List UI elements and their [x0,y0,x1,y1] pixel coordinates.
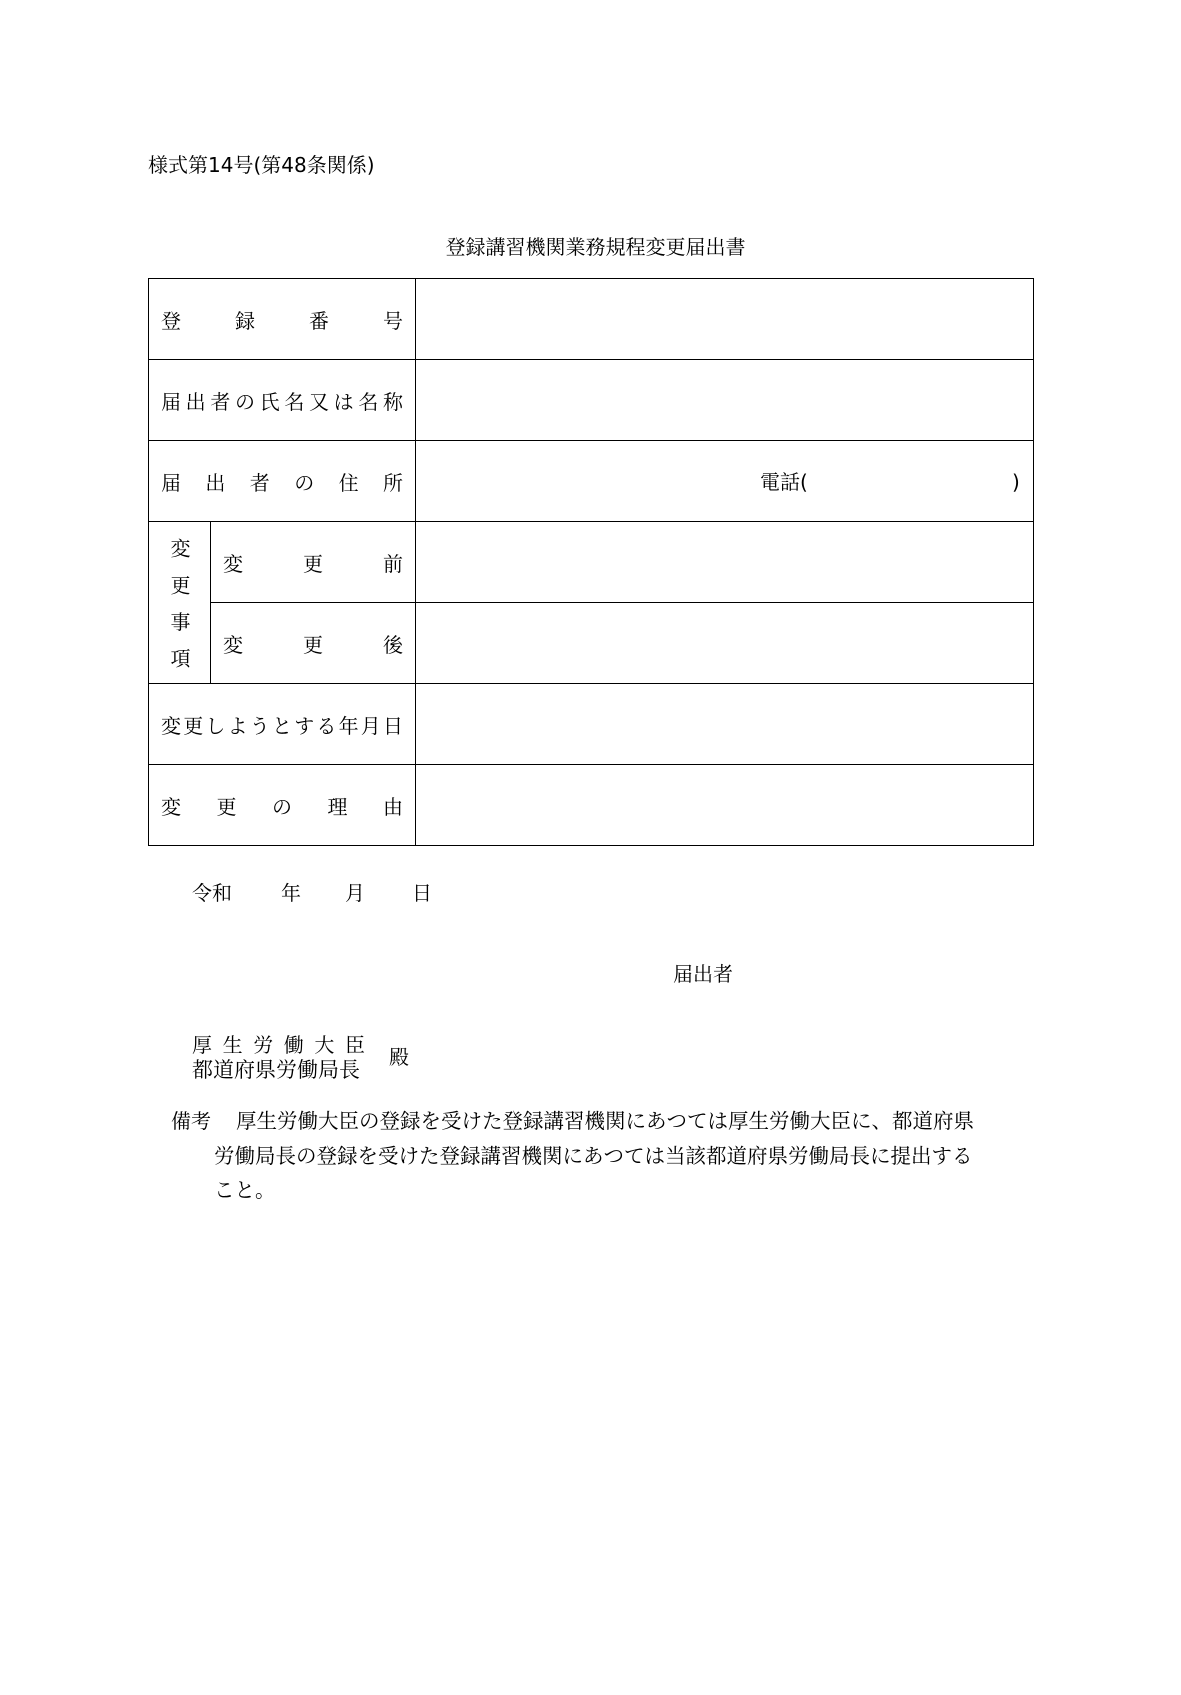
field-registration-number[interactable] [416,279,1034,360]
note-line3: こと。 [214,1178,276,1202]
label-registration-number: 登録番号 [161,308,403,333]
label-notifier-address-cell [149,441,416,522]
field-after[interactable] [416,603,1034,684]
addressee-line1: 厚生労働大臣 [192,1033,365,1057]
addressee-honorific: 殿 [389,1045,409,1069]
date-month: 月 [345,881,365,905]
notifier-label: 届出者 [673,962,733,986]
phone-close: ) [1012,470,1020,494]
label-change-date: 変更しようとする年月日 [161,713,403,738]
row-reason [149,765,1034,846]
label-notifier-address: 届出者の住所 [161,470,403,495]
label-change-items: 変更事項 [167,537,191,668]
row-change-date [149,684,1034,765]
label-notifier-name-cell [149,360,416,441]
field-notifier-address[interactable] [416,441,1034,522]
label-after-cell [211,603,416,684]
row-change-before [149,522,1034,603]
label-reason: 変更の理由 [161,794,403,819]
note-label: 備考 [171,1109,211,1133]
phone-label: 電話( [760,470,808,494]
label-before-cell [211,522,416,603]
row-notifier-name [149,360,1034,441]
label-change-date-cell [149,684,416,765]
date-year: 年 [281,881,301,905]
label-reason-cell [149,765,416,846]
row-notifier-address [149,441,1034,522]
label-before: 変更前 [223,551,403,576]
note-line2: 労働局長の登録を受けた登録講習機関にあつては当該都道府県労働局長に提出する [214,1144,973,1168]
field-change-date[interactable] [416,684,1034,765]
addressee-line2: 都道府県労働局長 [192,1058,360,1082]
row-change-after [149,603,1034,684]
notification-form-table [148,278,1034,846]
label-notifier-name: 届出者の氏名又は名称 [161,389,403,414]
row-registration-number [149,279,1034,360]
page-title: 登録講習機関業務規程変更届出書 [445,235,746,259]
field-before[interactable] [416,522,1034,603]
note-line1: 厚生労働大臣の登録を受けた登録講習機関にあつては厚生労働大臣に、都道府県 [236,1109,974,1133]
field-notifier-name[interactable] [416,360,1034,441]
date-day: 日 [412,881,432,905]
field-reason[interactable] [416,765,1034,846]
label-after: 変更後 [223,632,403,657]
label-registration-number-cell [149,279,416,360]
label-change-items-cell [149,522,211,684]
form-number: 様式第14号(第48条関係) [148,153,375,177]
date-era: 令和 [192,881,232,905]
